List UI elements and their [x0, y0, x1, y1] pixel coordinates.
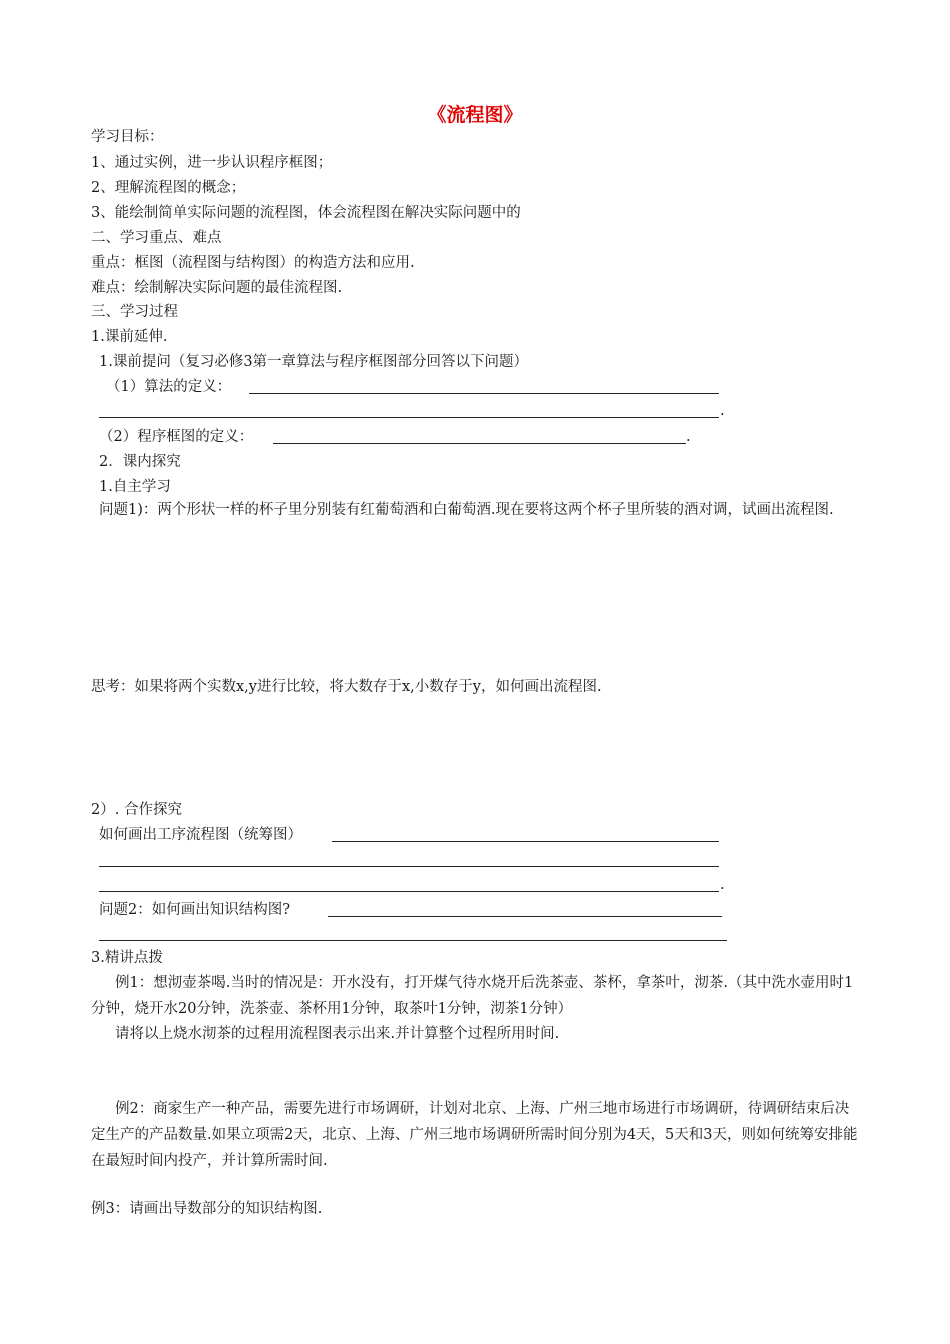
think-text: 思考：如果将两个实数x,y进行比较，将大数存于x,小数存于y，如何画出流程图. — [91, 679, 602, 695]
objectives-heading: 学习目标： — [91, 129, 164, 145]
answer-line[interactable] — [332, 841, 719, 842]
problem-2-text: 问题2：如何画出知识结构图? — [99, 902, 290, 918]
page-title: 《流程图》 — [427, 104, 523, 126]
coop-heading: 2）. 合作探究 — [91, 802, 182, 818]
section-2-subheading: 1.自主学习 — [99, 479, 171, 495]
process-heading: 三、学习过程 — [91, 304, 178, 320]
example-3-text: 例3：请画出导数部分的知识结构图. — [91, 1201, 323, 1217]
answer-line[interactable] — [249, 393, 719, 394]
question-1-label: （1）算法的定义： — [106, 379, 232, 395]
difficulty-text: 难点：绘制解决实际问题的最佳流程图. — [91, 280, 343, 296]
objective-item: 1、通过实例，进一步认识程序框图； — [91, 155, 333, 171]
line-end-period: . — [720, 877, 725, 893]
example-1-task: 请将以上烧水沏茶的过程用流程图表示出来.并计算整个过程所用时间. — [115, 1026, 560, 1042]
line-end-period: . — [720, 403, 725, 419]
example-2-text: 例2：商家生产一种产品，需要先进行市场调研，计划对北京、上海、广州三地市场进行市场调研，待调研结束后决定生产的产品数量.如果立项需2天，北京、上海、广州三地市场调研所需时间分别为4天，5天和3天，则如何统筹安排能在最短时间内投产，并计算所需时间. — [91, 1101, 858, 1169]
key-points-heading: 二、学习重点、难点 — [91, 230, 222, 246]
answer-line[interactable] — [99, 940, 727, 941]
objective-item: 3、能绘制简单实际问题的流程图，体会流程图在解决实际问题中的 — [91, 205, 521, 221]
answer-line[interactable] — [328, 916, 722, 917]
answer-line[interactable] — [99, 866, 719, 867]
objective-item: 2、理解流程图的概念； — [91, 180, 246, 196]
answer-line[interactable] — [99, 891, 719, 892]
section-2-heading: 2．课内探究 — [99, 454, 181, 470]
coop-question: 如何画出工序流程图（统筹图） — [99, 827, 302, 843]
line-end-period: . — [686, 429, 691, 445]
problem-1-text: 问题1)：两个形状一样的杯子里分别装有红葡萄酒和白葡萄酒.现在要将这两个杯子里所装的酒对调，试画出流程图. — [99, 502, 834, 518]
answer-line[interactable] — [99, 417, 719, 418]
question-2-label: （2）程序框图的定义： — [99, 429, 254, 445]
focus-text: 重点：框图（流程图与结构图）的构造方法和应用. — [91, 255, 415, 271]
answer-line[interactable] — [273, 443, 686, 444]
example-1-text: 例1：想沏壶茶喝.当时的情况是：开水没有，打开煤气待水烧开后洗茶壶、茶杯，拿茶叶，沏茶.（其中洗水壶用时1分钟，烧开水20分钟，洗茶壶、茶杯用1分钟，取茶叶1分钟，沏茶1分钟） — [91, 975, 854, 1017]
section-1-heading: 1.课前延伸. — [91, 329, 168, 345]
section-1-subheading: 1.课前提问（复习必修3第一章算法与程序框图部分回答以下问题） — [99, 354, 529, 370]
section-3-heading: 3.精讲点拨 — [91, 950, 163, 966]
